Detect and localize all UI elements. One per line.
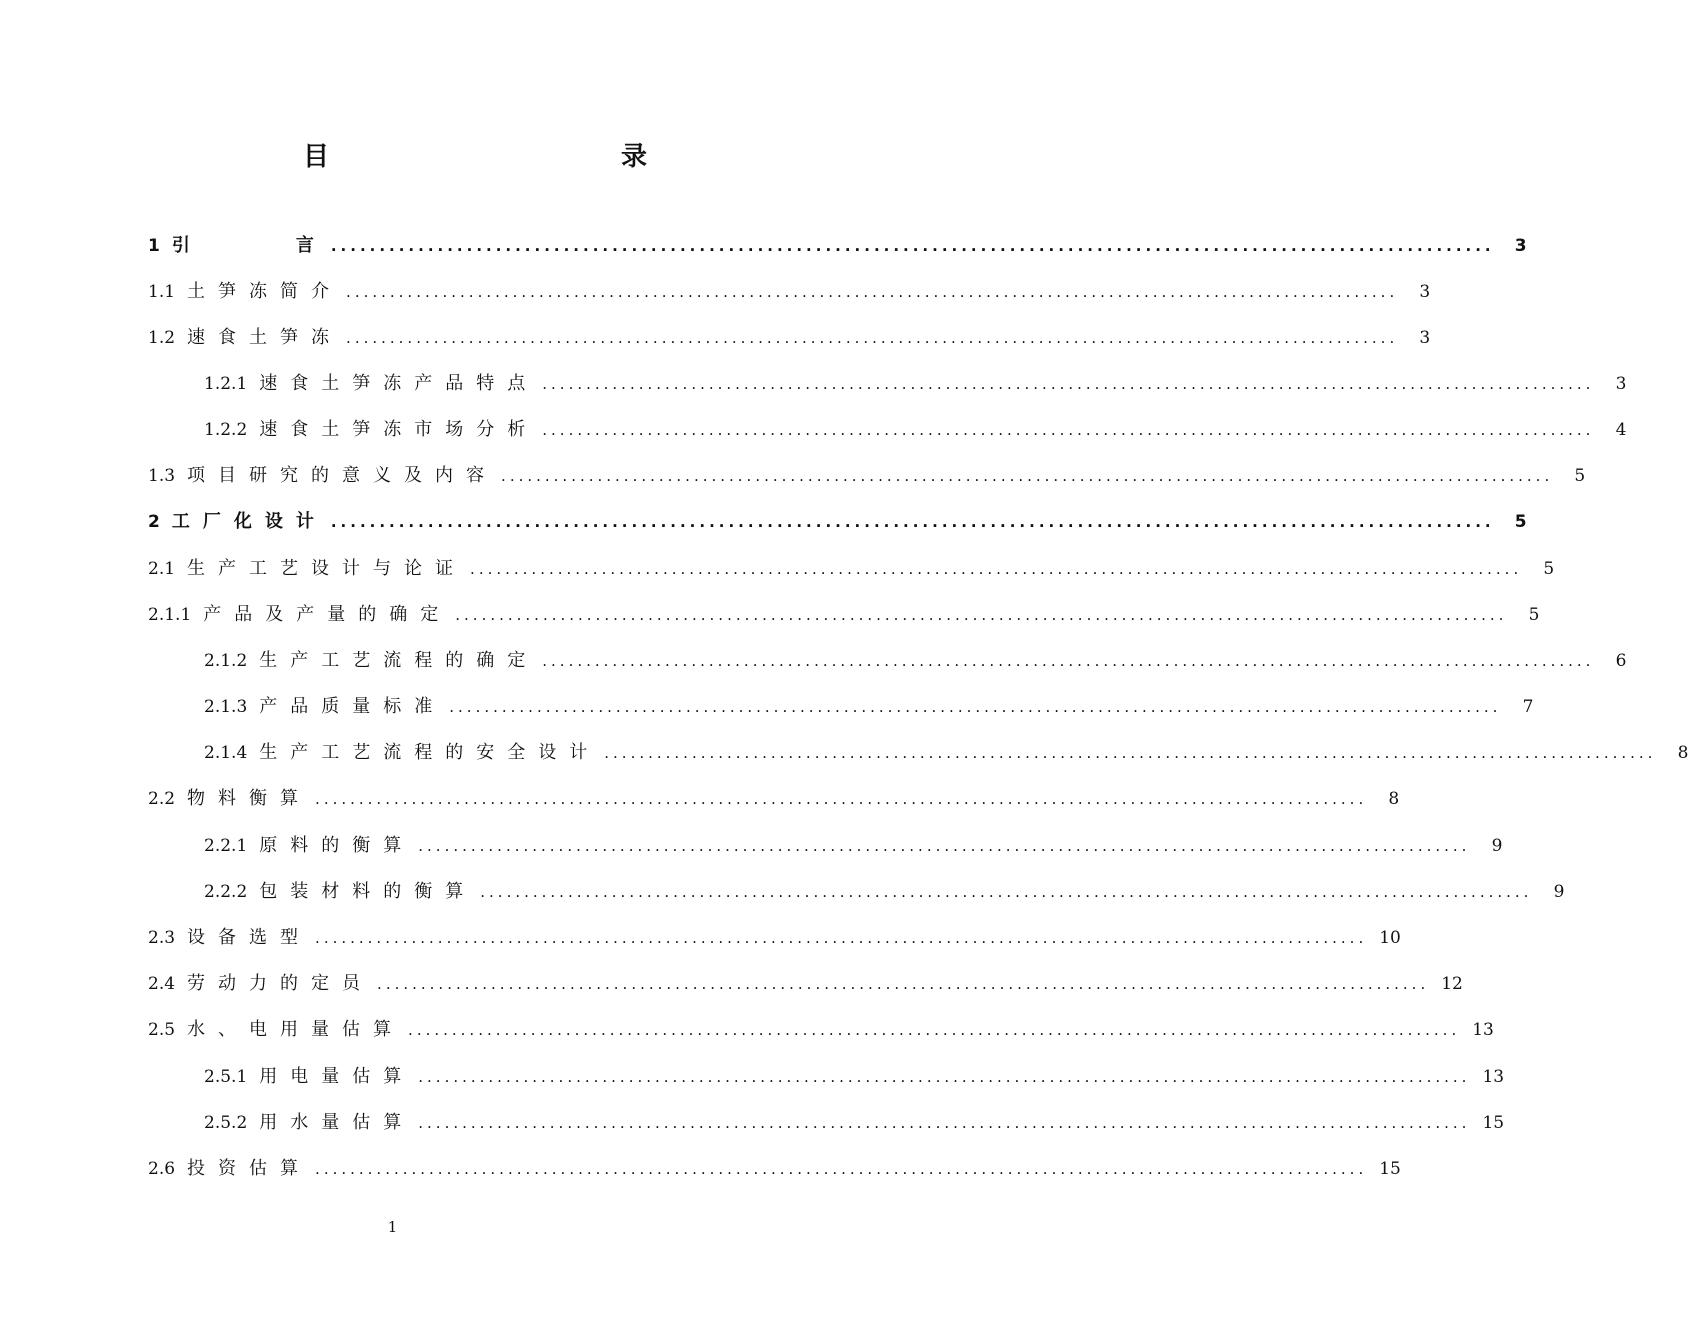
- toc-entry-title: 劳动力的定员: [187, 973, 374, 994]
- toc-entry[interactable]: [148, 971, 1463, 997]
- toc-leader-dots: ........................................................................................................................: [470, 560, 1523, 578]
- toc-entry[interactable]: [148, 786, 1400, 812]
- toc-entry-page: 7: [1522, 697, 1534, 717]
- toc-entry-number: 2.4: [148, 974, 176, 994]
- toc-entry-title: 生产工艺流程的安全设计: [259, 742, 601, 763]
- toc-entry-page: 10: [1379, 928, 1401, 948]
- toc-entry[interactable]: [148, 1156, 1401, 1182]
- toc-entry[interactable]: [148, 925, 1401, 951]
- toc-entry-title: 土笋冻简介: [187, 281, 343, 302]
- toc-entry-title: 速食土笋冻: [187, 327, 343, 348]
- toc-entry[interactable]: [204, 417, 1627, 443]
- toc-entry-page: 8: [1388, 789, 1400, 809]
- toc-entry-number: 2.6: [148, 1159, 176, 1179]
- toc-entry[interactable]: [204, 694, 1534, 720]
- toc-leader-dots: ........................................................................................................................: [346, 329, 1399, 347]
- toc-entry-number: 2: [148, 512, 160, 532]
- toc-entry-page: 9: [1491, 836, 1503, 856]
- toc-leader-dots: ........................................................................................................................: [315, 929, 1368, 947]
- toc-entry-page: 4: [1615, 420, 1627, 440]
- page-title: 目 录: [302, 142, 727, 172]
- toc-entry-page: 3: [1615, 374, 1627, 394]
- toc-entry-title: 产品质量标准: [259, 696, 446, 717]
- toc-leader-dots: ........................................................................................................................: [330, 513, 1495, 531]
- toc-entry-page: 15: [1379, 1159, 1401, 1179]
- toc-entry[interactable]: [148, 1017, 1494, 1043]
- toc-entry-page: 3: [1419, 282, 1431, 302]
- toc-leader-dots: ........................................................................................................................: [377, 975, 1430, 993]
- toc-leader-dots: ........................................................................................................................: [501, 467, 1554, 485]
- toc-entry[interactable]: [148, 325, 1431, 351]
- toc-entry-title: 产品及产量的确定: [203, 604, 452, 625]
- toc-leader-dots: ........................................................................................................................: [315, 1160, 1368, 1178]
- toc-entry[interactable]: [204, 1110, 1505, 1136]
- toc-entry-title: 原料的衡算: [259, 835, 415, 856]
- toc-entry-number: 2.2.2: [204, 882, 248, 902]
- toc-entry-title: 引 言: [171, 235, 327, 256]
- toc-entry-page: 15: [1482, 1113, 1505, 1133]
- toc-entry-page: 5: [1574, 466, 1586, 486]
- toc-entry-number: 1.2: [148, 328, 176, 348]
- toc-entry-page: 5: [1528, 605, 1540, 625]
- toc-entry-page: 9: [1553, 882, 1565, 902]
- toc-entry-title: 速食土笋冻产品特点: [259, 373, 539, 394]
- toc-leader-dots: ........................................................................................................................: [455, 606, 1508, 624]
- toc-entry-title: 速食土笋冻市场分析: [259, 419, 539, 440]
- toc-entry[interactable]: [148, 233, 1527, 259]
- toc-leader-dots: ........................................................................................................................: [449, 698, 1502, 716]
- toc-entry-number: 2.3: [148, 928, 176, 948]
- toc-entry-number: 1.2.1: [204, 374, 248, 394]
- toc-leader-dots: ........................................................................................................................: [408, 1021, 1461, 1039]
- toc-entry-number: 1.2.2: [204, 420, 248, 440]
- toc-leader-dots: ........................................................................................................................: [542, 375, 1595, 393]
- toc-entry-number: 1: [148, 236, 160, 256]
- toc-leader-dots: ........................................................................................................................: [542, 652, 1595, 670]
- toc-leader-dots: ........................................................................................................................: [330, 237, 1495, 255]
- toc-entry-title: 工厂化设计: [171, 511, 327, 532]
- toc-entry-page: 13: [1482, 1067, 1505, 1087]
- toc-leader-dots: ........................................................................................................................: [418, 1114, 1471, 1132]
- toc-entry[interactable]: [204, 648, 1627, 674]
- toc-entry-title: 生产工艺流程的确定: [259, 650, 539, 671]
- toc-leader-dots: ........................................................................................................................: [346, 283, 1399, 301]
- toc-leader-dots: ........................................................................................................................: [418, 837, 1471, 855]
- toc-entry-page: 5: [1543, 559, 1555, 579]
- toc-entry[interactable]: [204, 833, 1503, 859]
- toc-leader-dots: ........................................................................................................................: [542, 421, 1595, 439]
- toc-entry-number: 2.5.1: [204, 1067, 248, 1087]
- toc-entry-page: 5: [1514, 512, 1527, 532]
- toc-leader-dots: ........................................................................................................................: [418, 1068, 1471, 1086]
- toc-entry-number: 2.2.1: [204, 836, 248, 856]
- toc-entry-number: 2.1: [148, 559, 176, 579]
- toc-entry-page: 3: [1419, 328, 1431, 348]
- toc-entry[interactable]: [148, 556, 1555, 582]
- toc-leader-dots: ........................................................................................................................: [315, 790, 1368, 808]
- toc-entry-title: 生产工艺设计与论证: [187, 558, 467, 579]
- toc-entry-title: 水、电用量估算: [187, 1019, 405, 1040]
- toc-entry-number: 1.3: [148, 466, 176, 486]
- toc-entry-number: 1.1: [148, 282, 176, 302]
- toc-entry[interactable]: [148, 509, 1527, 535]
- toc-entry[interactable]: [204, 371, 1627, 397]
- toc-entry[interactable]: [148, 602, 1540, 628]
- toc-entry-title: 物料衡算: [187, 788, 312, 809]
- toc-entry-page: 13: [1472, 1020, 1494, 1040]
- toc-entry[interactable]: [204, 879, 1565, 905]
- toc-entry-page: 8: [1677, 743, 1688, 763]
- toc-entry-title: 包装材料的衡算: [259, 881, 477, 902]
- toc-leader-dots: ........................................................................................................................: [604, 744, 1657, 762]
- toc-entry[interactable]: [204, 1064, 1505, 1090]
- toc-entry-page: 6: [1615, 651, 1627, 671]
- toc-entry[interactable]: [204, 740, 1688, 766]
- toc-entry-title: 用电量估算: [259, 1066, 415, 1087]
- toc-entry-number: 2.1.3: [204, 697, 248, 717]
- toc-entry-title: 项目研究的意义及内容: [187, 465, 498, 486]
- toc-entry-number: 2.1.1: [148, 605, 192, 625]
- toc-entry-title: 投资估算: [187, 1158, 312, 1179]
- toc-entry-number: 2.1.2: [204, 651, 248, 671]
- toc-entry-title: 设备选型: [187, 927, 312, 948]
- toc-entry-number: 2.1.4: [204, 743, 248, 763]
- toc-entry-page: 12: [1441, 974, 1463, 994]
- toc-entry-title: 用水量估算: [259, 1112, 415, 1133]
- toc-entry-number: 2.2: [148, 789, 176, 809]
- toc-entry[interactable]: [148, 463, 1586, 489]
- toc-entry[interactable]: [148, 279, 1431, 305]
- toc-entry-page: 3: [1514, 236, 1527, 256]
- toc-leader-dots: ........................................................................................................................: [480, 883, 1533, 901]
- page-number-footer: 1: [387, 1218, 398, 1236]
- toc-entry-number: 2.5.2: [204, 1113, 248, 1133]
- toc-entry-number: 2.5: [148, 1020, 176, 1040]
